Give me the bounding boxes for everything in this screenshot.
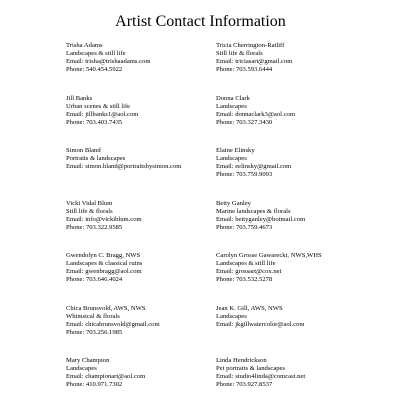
- contact-phone: Phone: 703.322.9585: [66, 223, 123, 231]
- contact-entry: [66, 200, 206, 253]
- contact-phone: Phone: 703.403.7435: [66, 118, 123, 126]
- contact-subject: Still life & florals: [66, 207, 113, 215]
- contact-name: Linda Hendrickson: [216, 357, 267, 364]
- contact-entry: [66, 252, 206, 305]
- contact-email[interactable]: Email: gwenbragg@aol.com: [66, 268, 142, 276]
- contact-subject: Landscapes: [216, 312, 247, 320]
- contact-entry: [66, 305, 206, 358]
- contact-email[interactable]: Email: donnaclark3@aol.com: [216, 110, 295, 118]
- contact-phone: Phone: 703.646.4024: [66, 276, 123, 284]
- contact-column-right: [216, 42, 396, 410]
- contact-name: Gwendolyn C. Bragg, NWS: [66, 252, 141, 259]
- contact-name: Vicki Vidal Blum: [66, 199, 113, 207]
- contact-email[interactable]: Email: championart@aol.com: [66, 373, 146, 381]
- contact-subject: Pet portraits & landscapes: [216, 365, 286, 373]
- contact-name: Jean K. Gill, AWS, NWS: [216, 304, 283, 312]
- contact-email[interactable]: Email: info@vickiblum.com: [66, 215, 142, 223]
- contact-name: Tricia Cherrington-Ratliff: [216, 42, 285, 49]
- contact-email[interactable]: Email: jkgillwatercolor@aol.com: [216, 320, 305, 328]
- contact-email[interactable]: Email: chicabrunsvold@gmail.com: [66, 320, 160, 328]
- contact-phone: Phone: 703.532.5278: [216, 276, 273, 284]
- contact-name: Chica Brunsvold, AWS, NWS: [66, 304, 146, 312]
- contact-entry: [66, 95, 206, 148]
- contact-name: Jill Banks: [66, 94, 93, 102]
- contact-phone: Phone: 703.927.8537: [216, 381, 273, 389]
- contact-subject: Landscapes & classical ruins: [66, 260, 143, 268]
- contact-subject: Landscapes: [66, 365, 97, 373]
- contact-email[interactable]: Email: studio4linda@comcast.net: [216, 373, 306, 381]
- contact-name: Trisha Adams: [66, 42, 103, 49]
- contact-name: Betty Ganley: [216, 199, 251, 207]
- contact-email[interactable]: Email: grossart@cox.net: [216, 268, 282, 276]
- contact-phone: Phone: 703.759.9093: [216, 171, 273, 179]
- contact-entry: [66, 357, 206, 410]
- contact-subject: Marine landscapes & florals: [216, 207, 291, 215]
- contact-name: Donna Clark: [216, 94, 250, 102]
- contact-column-left: [66, 42, 206, 410]
- contact-subject: Whimsical & florals: [66, 312, 120, 320]
- contact-phone: Phone: 703.327.3430: [216, 118, 273, 126]
- contact-entry: [216, 200, 396, 253]
- contact-entry: [216, 357, 396, 410]
- contact-entry: [216, 95, 396, 148]
- contact-phone: Phone: 703.256.1985: [66, 328, 123, 336]
- contact-phone: Phone: 703.593.6444: [216, 66, 273, 74]
- page-title: Artist Contact Information: [115, 13, 286, 30]
- contact-entry: [66, 147, 206, 200]
- contact-subject: Portraits & landscapes: [66, 155, 126, 163]
- contact-entry: [216, 252, 396, 305]
- contact-entry: [66, 42, 206, 95]
- contact-email[interactable]: Email: bettyganley@hotmail.com: [216, 215, 306, 223]
- contact-name: Carolyn Grosse Gawarecki, NWS,WHS: [216, 252, 322, 259]
- contact-email[interactable]: Email: triciasart@gmail.com: [216, 58, 293, 66]
- contact-email[interactable]: Email: eelinsky@gmail.com: [216, 163, 292, 171]
- contact-entry: [216, 147, 396, 200]
- contact-subject: Landscapes: [216, 102, 247, 110]
- contact-entry: [216, 42, 396, 95]
- contact-entry: [216, 305, 396, 358]
- contact-email[interactable]: Email: simon.bland@portraitsbysimon.com: [66, 163, 182, 171]
- contact-phone: Phone: 410.971.7302: [66, 381, 123, 389]
- contact-subject: Landscapes & still life: [66, 50, 126, 58]
- contact-name: Elaine Elinsky: [216, 147, 255, 154]
- contact-phone: Phone: 703.759.4673: [216, 223, 273, 231]
- contact-subject: Urban scenes & still life: [66, 102, 131, 110]
- contact-subject: Still life & florals: [216, 50, 263, 58]
- contact-name: Mary Champion: [66, 357, 110, 364]
- contact-subject: Landscapes: [216, 155, 247, 163]
- contact-subject: Landscapes & still life: [216, 260, 276, 268]
- contact-email[interactable]: Email: jillbanks1@aol.com: [66, 110, 139, 118]
- contact-phone: Phone: 540.454.5922: [66, 66, 123, 74]
- contact-name: Simon Bland: [66, 147, 101, 154]
- contact-email[interactable]: Email: trisha@trishaadams.com: [66, 58, 151, 66]
